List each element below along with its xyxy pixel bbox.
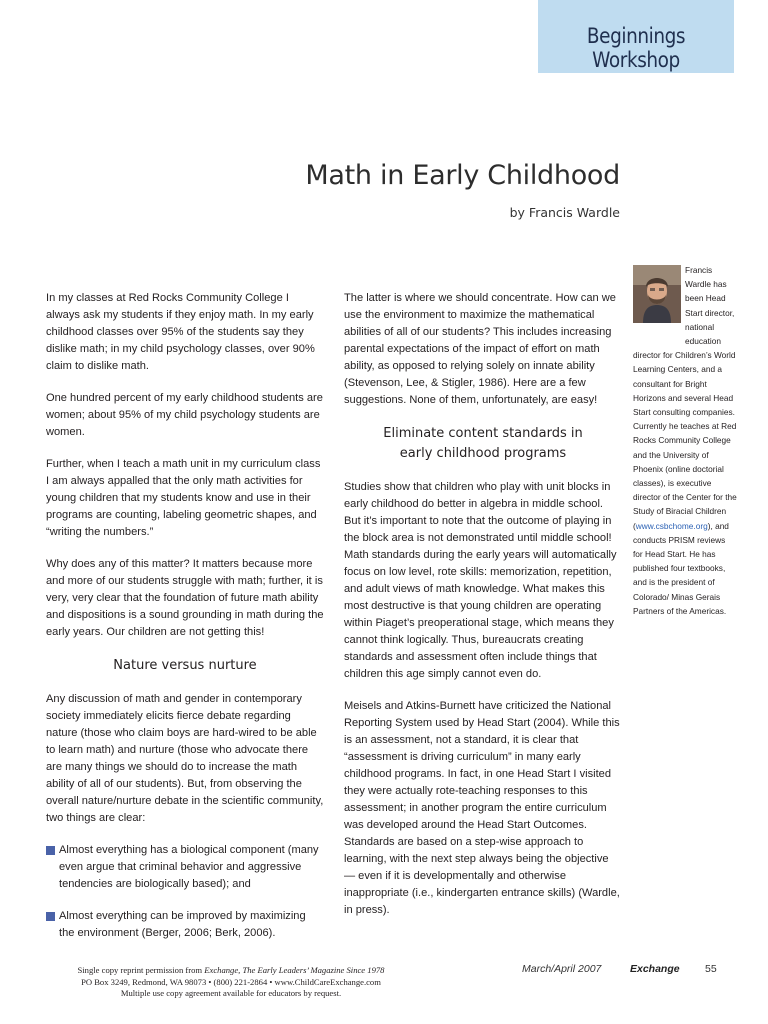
square-bullet-icon [46, 846, 55, 855]
list-item [46, 908, 324, 942]
paragraph: Further, when I teach a math unit in my curriculum class I am always appalled that the only math activities for young children that my students know and use in their programs are counting, labeling geometric shapes, and “writing the numbers.” [46, 458, 321, 538]
heading-line: Eliminate content standards in [383, 426, 583, 441]
bio-text: ), and conducts PRISM reviews for Head Start. He has published four textbooks, and is the president of Colorado/ Minas Gerais Partners of the Americas. [633, 520, 729, 616]
section-heading-standards [344, 424, 622, 464]
list-item [46, 842, 324, 893]
bio-text: Francis Wardle has been Head Start director, national education director for Children’s World Learning Centers, and a consultant for Bright Horizons and several Head Start consulting companies. Currently he teaches at Red Rocks Community College and the University of Phoenix (online doctorial classes), is executive director of the Center for the Study of Biracial Children ( [633, 265, 737, 531]
paragraph: Studies show that children who play with unit blocks in early childhood do better in algebra in middle school. But it’s important to note that the outcome of playing in the block area is not demonstrated until middle school! Math standards during the early years will automatically focus on low level, rote skills: memorization, repetition, and adult views of math knowledge. What makes this most destructive is that young children are operating within Piaget’s preoperational stage, which means they cannot think logically. Thus, bureaucrats creating standards and assessment often include things that children this age simply cannot even do. [344, 481, 617, 680]
list-item-text: Almost everything can be improved by maximizing the environment (Berger, 2006; Berk, 2006). [59, 910, 306, 939]
author-bio [633, 263, 737, 618]
author-bio-text [633, 263, 737, 618]
section-tab [538, 0, 734, 73]
paragraph: The latter is where we should concentrate. How can we use the environment to maximize the mathematical abilities of all of our students? This includes increasing parental expectations of the impact of effort on math ability, as opposed to relying solely on innate ability (Stevenson, Lee, & Stigler, 1986). Here are a few suggestions. None of them, unfortunately, are easy! [344, 292, 616, 406]
column-left [46, 290, 324, 957]
footer-reprint [36, 965, 426, 1000]
paragraph: Why does any of this matter? It matters because more and more of our students struggle with math; further, it is very, very clear that the foundation of future math ability and dispositions is a sound grounding in math during the early years. Our children are not getting this! [46, 558, 324, 638]
square-bullet-icon [46, 912, 55, 921]
article-byline: by Francis Wardle [509, 205, 620, 220]
section-label: Beginnings Workshop [586, 24, 686, 72]
multiple-use-line: Multiple use copy agreement available for educators by request. [120, 988, 342, 998]
reprint-magazine: Exchange, The Early Leaders’ Magazine Since 1978 [204, 965, 385, 975]
paragraph: One hundred percent of my early childhood students are women; about 95% of my child psychology students are women. [46, 392, 323, 438]
address-line: PO Box 3249, Redmond, WA 98073 • (800) 221-2864 • www.ChildCareExchange.com [81, 976, 381, 987]
heading-line: early childhood programs [399, 446, 567, 461]
reprint-prefix: Single copy reprint permission from [77, 965, 205, 975]
paragraph: In my classes at Red Rocks Community College I always ask my students if they enjoy math. In my early childhood classes over 95% of the students say they dislike math; in my child psychology classes, over 90% claim to dislike math. [46, 292, 315, 372]
footer-date: March/April 2007 [522, 963, 602, 975]
paragraph: Any discussion of math and gender in contemporary society immediately elicits fierce debate regarding nature (those who claim boys are hard-wired to be able to learn math) and nurture (those who advocate there are many things we should do to increase the math ability of all of our students). But, from observing the overall nature/nurture debate in the scientific community, two things are clear: [46, 693, 324, 824]
list-item-text: Almost everything has a biological component (many even argue that criminal behavior and aggressive tendencies are biologically based); and [59, 844, 319, 890]
paragraph: Meisels and Atkins-Burnett have criticized the National Reporting System used by Head Start (2004). While this is an assessment, not a standard, it is clear that “assessment is driving curriculum” in many early childhood programs. In fact, in one Head Start I visited they were actually rote-teaching responses to this assessment; in another program the entire curriculum was developed around the Head Start Outcomes. Standards are based on a step-wise approach to learning, with the next step always being the objective — even if it is developmentally and otherwise inappropriate (i.e., kindergarten entrance skills) (Wardle, in press). [344, 700, 620, 916]
article-title: Math in Early Childhood [305, 160, 620, 191]
bullet-list [46, 842, 324, 942]
footer-magazine: Exchange [630, 963, 680, 975]
section-heading-nature: Nature versus nurture [113, 658, 257, 673]
bio-link[interactable]: www.csbchome.org [635, 520, 708, 531]
reprint-line [36, 965, 426, 977]
page-number: 55 [705, 963, 717, 975]
column-middle [344, 290, 622, 934]
